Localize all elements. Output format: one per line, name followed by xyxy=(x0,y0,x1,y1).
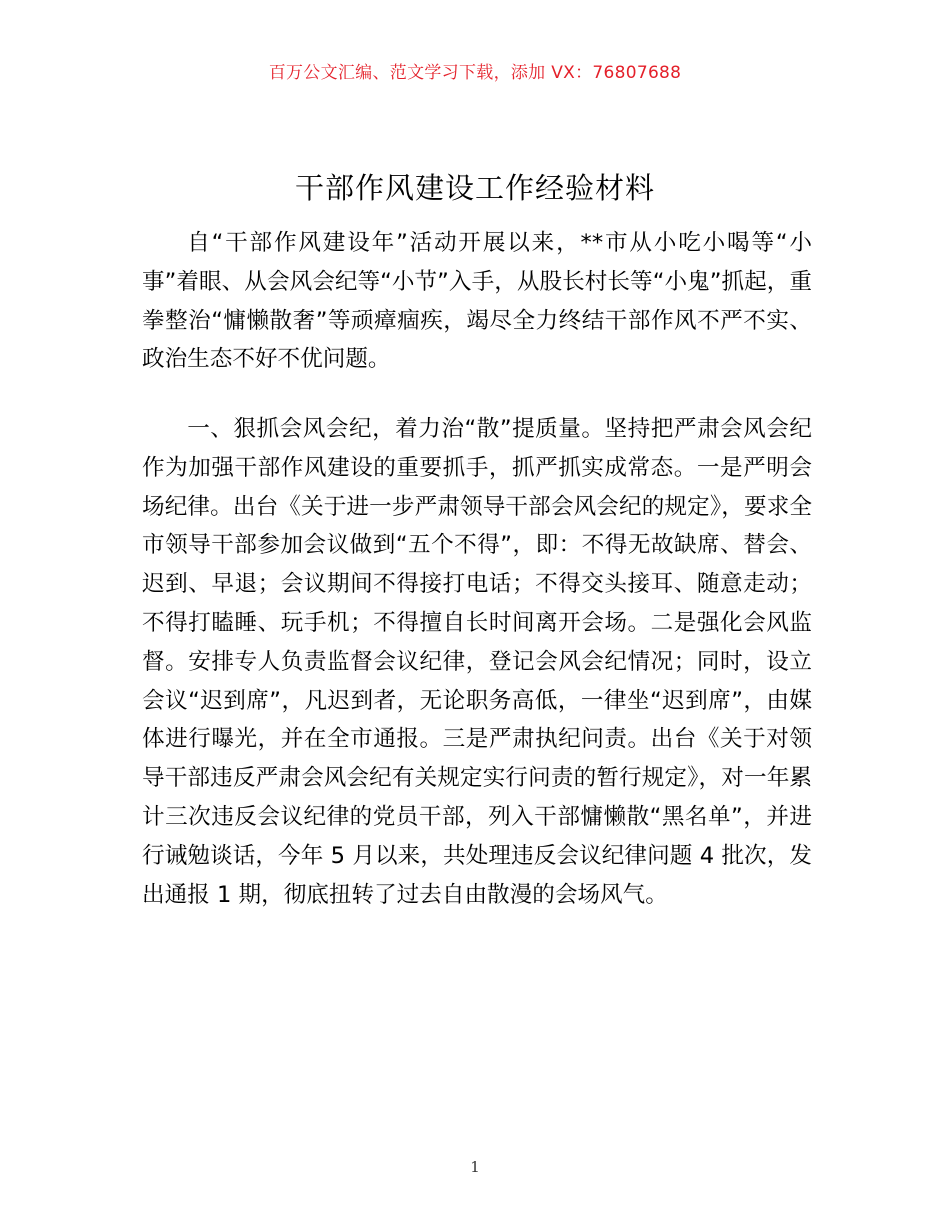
paragraph-section-one: 一、狠抓会风会纪，着力治“散”提质量。坚持把严肃会风会纪作为加强干部作风建设的重要抓手，抓严抓实成常态。一是严明会场纪律。出台《关于进一步严肃领导干部会风会纪的规定》，要求全市领导干部参加会议做到“五个不得”，即：不得无故缺席、替会、迟到、早退；会议期间不得接打电话；不得交头接耳、随意走动；不得打瞌睡、玩手机；不得擅自长时间离开会场。二是强化会风监督。安排专人负责监督会议纪律，登记会风会纪情况；同时，设立会议“迟到席”，凡迟到者，无论职务高低，一律坐“迟到席”，由媒体进行曝光，并在全市通报。三是严肃执纪问责。出台《关于对领导干部违反严肃会风会纪有关规定实行问责的暂行规定》，对一年累计三次违反会议纪律的党员干部，列入干部慵懒散“黑名单”，并进行诫勉谈话，今年 5 月以来，共处理违反会议纪律问题 4 批次，发出通报 1 期，彻底扭转了过去自由散漫的会场风气。 xyxy=(142,416,812,908)
page-number: 1 xyxy=(470,1158,480,1176)
paragraph-intro: 自“干部作风建设年”活动开展以来，**市从小吃小喝等“小事”着眼、从会风会纪等“小节”入手，从股长村长等“小鬼”抓起，重拳整治“慵懒散奢”等顽瘴痼疾，竭尽全力终结干部作风不严不实、政治生态不好不优问题。 xyxy=(142,230,812,373)
document-title: 干部作风建设工作经验材料 xyxy=(294,171,655,205)
watermark-header: 百万公文汇编、范文学习下载，添加 VX：76807688 xyxy=(268,63,682,83)
